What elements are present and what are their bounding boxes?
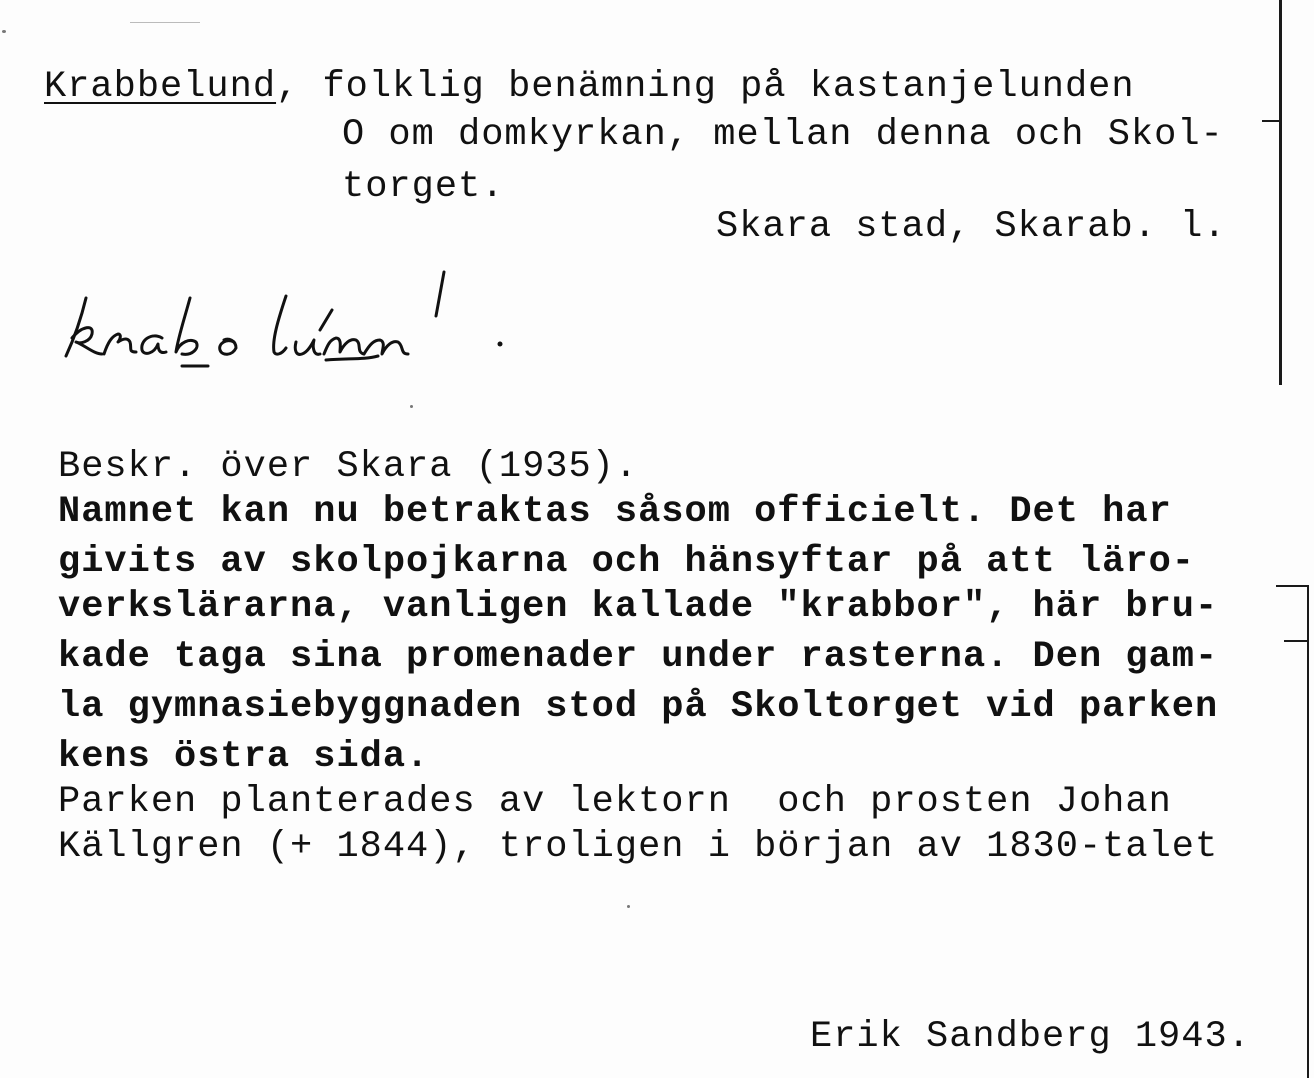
handwritten-pronunciation bbox=[58, 268, 528, 388]
history-line: Parken planterades av lektorn och prosten Johan bbox=[58, 781, 1172, 823]
history-line: Källgren (+ 1844), troligen i början av 1830-talet bbox=[58, 826, 1219, 868]
source-body-line: givits av skolpojkarna och hänsyftar på att läro- bbox=[58, 541, 1195, 583]
edge-tick bbox=[1276, 585, 1308, 587]
edge-tick bbox=[1262, 120, 1280, 122]
headword: Krabbelund bbox=[44, 66, 277, 108]
definition-line: , folklig benämning på kastanjelunden bbox=[276, 66, 1135, 108]
definition-line: O om domkyrkan, mellan denna och Skol- bbox=[342, 114, 1224, 156]
scan-speck bbox=[130, 22, 200, 23]
source-body-line: Namnet kan nu betraktas såsom officielt. Det har bbox=[58, 491, 1172, 533]
scan-speck bbox=[410, 405, 413, 408]
card-edge-top bbox=[1279, 0, 1282, 385]
scan-speck bbox=[627, 905, 630, 908]
signature: Erik Sandberg 1943. bbox=[810, 1016, 1251, 1058]
locality: Skara stad, Skarab. l. bbox=[716, 206, 1227, 248]
source-body-line: la gymnasiebyggnaden stod på Skoltorget vid parken bbox=[58, 686, 1219, 728]
card-edge-bottom bbox=[1307, 585, 1309, 1078]
source-body-line: kens östra sida. bbox=[58, 736, 430, 778]
source-body-line: verkslärarna, vanligen kallade "krabbor", här bru- bbox=[58, 586, 1219, 628]
source-citation: Beskr. över Skara (1935). bbox=[58, 446, 639, 488]
entry-line-1 bbox=[44, 65, 1135, 109]
definition-line: torget. bbox=[342, 166, 505, 208]
source-body-line: kade taga sina promenader under rasterna. Den gam- bbox=[58, 636, 1219, 678]
scan-speck bbox=[2, 30, 6, 33]
edge-tick bbox=[1284, 640, 1308, 642]
